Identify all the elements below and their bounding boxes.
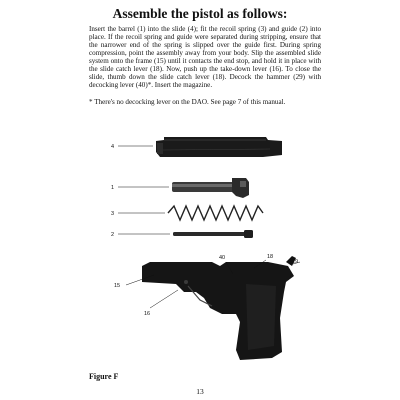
callout-recoil-spring: 3 bbox=[111, 211, 115, 217]
guide-rod-part bbox=[118, 230, 253, 238]
footnote: * There's no decocking lever on the DAO. See page 7 of this manual. bbox=[89, 98, 286, 106]
callout-guide: 2 bbox=[111, 232, 115, 238]
callout-hammer: 29 bbox=[292, 259, 299, 265]
callout-slide-catch-lever: 18 bbox=[267, 254, 274, 260]
callout-slide: 4 bbox=[111, 144, 115, 150]
frame-part bbox=[126, 262, 294, 360]
callout-takedown-lever: 16 bbox=[144, 311, 151, 317]
barrel-part bbox=[118, 178, 249, 198]
callout-decocking-lever: 40 bbox=[219, 255, 226, 261]
callout-frame: 15 bbox=[114, 283, 121, 289]
takedown-lever-leader bbox=[150, 290, 178, 308]
recoil-spring-part bbox=[118, 206, 263, 220]
slide-part bbox=[118, 137, 282, 157]
page-number: 13 bbox=[196, 387, 204, 396]
callout-barrel: 1 bbox=[111, 185, 115, 191]
figure-caption: Figure F bbox=[89, 372, 119, 381]
page-title: Assemble the pistol as follows: bbox=[112, 6, 288, 21]
instructions-paragraph: Insert the barrel (1) into the slide (4); fit the recoil spring (3) and guide (2) into place. If the recoil spring and guide were separated during stripping, ensure that the narrower end of the spring is slipped over the guide first. During spring compression, point the assembly away from your body. Slip the assembled slide system onto the frame (15) until it contacts the end stop, and hold it in place with the slide catch lever (18). Now, push up the take-down lever (16). To close the slide, thumb down the slide catch lever (18). Decock the hammer (29) with decocking lever (40)*. Insert the magazine. bbox=[89, 25, 321, 90]
